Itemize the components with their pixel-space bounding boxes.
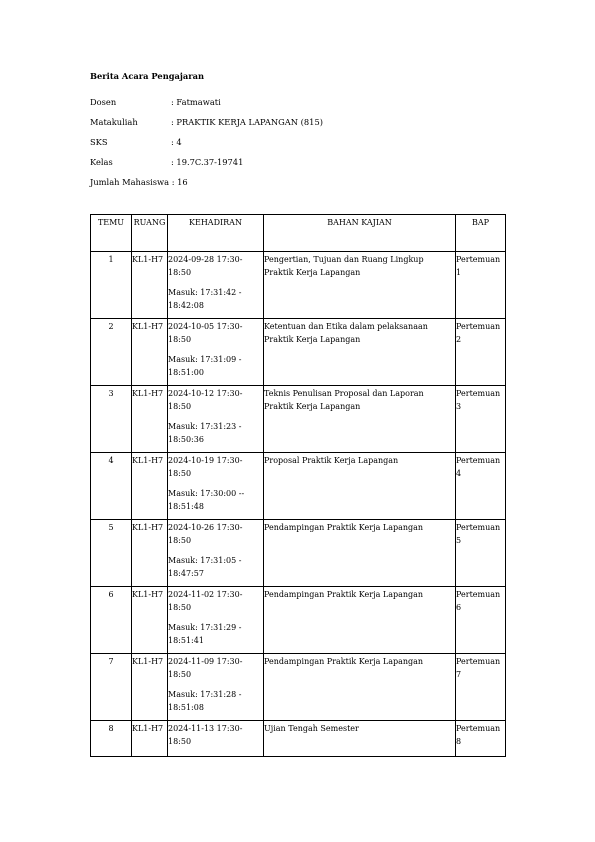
info-value: : 16	[171, 177, 188, 187]
cell-kehadiran	[168, 386, 264, 453]
cell-bap: Pertemuan 1	[456, 252, 506, 319]
table-row	[91, 721, 506, 757]
cell-bahan-kajian: Ketentuan dan Etika dalam pelaksanaan Praktik Kerja Lapangan	[264, 319, 456, 386]
cell-temu: 6	[91, 587, 132, 654]
info-label: Matakuliah	[90, 117, 138, 127]
cell-temu: 2	[91, 319, 132, 386]
table-row	[91, 319, 506, 386]
cell-ruang: KL1-H7	[132, 587, 168, 654]
cell-ruang: KL1-H7	[132, 520, 168, 587]
cell-kehadiran	[168, 319, 264, 386]
table-row	[91, 386, 506, 453]
header-kehadiran: KEHADIRAN	[168, 215, 264, 252]
cell-ruang: KL1-H7	[132, 386, 168, 453]
table-row	[91, 520, 506, 587]
cell-temu: 5	[91, 520, 132, 587]
cell-ruang: KL1-H7	[132, 252, 168, 319]
cell-bahan-kajian: Teknis Penulisan Proposal dan Laporan Praktik Kerja Lapangan	[264, 386, 456, 453]
info-label: Dosen	[90, 97, 117, 107]
header-bap: BAP	[456, 215, 506, 252]
cell-kehadiran	[168, 654, 264, 721]
checkin-time: Masuk: 17:31:42 - 18:42:08	[168, 288, 242, 310]
checkin-time: Masuk: 17:31:23 - 18:50:36	[168, 422, 242, 444]
cell-bap: Pertemuan 2	[456, 319, 506, 386]
cell-bap: Pertemuan 8	[456, 721, 506, 757]
cell-kehadiran	[168, 520, 264, 587]
table-row	[91, 587, 506, 654]
schedule-time: 2024-10-12 17:30-18:50	[168, 389, 243, 411]
info-value: : Fatmawati	[171, 97, 221, 107]
cell-kehadiran	[168, 252, 264, 319]
cell-bahan-kajian: Proposal Praktik Kerja Lapangan	[264, 453, 456, 520]
cell-ruang: KL1-H7	[132, 654, 168, 721]
cell-temu: 7	[91, 654, 132, 721]
schedule-time: 2024-11-02 17:30-18:50	[168, 590, 243, 612]
cell-ruang: KL1-H7	[132, 319, 168, 386]
attendance-table	[90, 214, 506, 757]
schedule-time: 2024-11-13 17:30-18:50	[168, 724, 243, 746]
info-row-kelas	[90, 157, 243, 167]
cell-temu: 8	[91, 721, 132, 757]
cell-temu: 4	[91, 453, 132, 520]
schedule-time: 2024-10-26 17:30-18:50	[168, 523, 243, 545]
checkin-time: Masuk: 17:31:09 - 18:51:00	[168, 355, 242, 377]
info-label: SKS	[90, 137, 108, 147]
cell-bap: Pertemuan 7	[456, 654, 506, 721]
info-value: : 4	[171, 137, 182, 147]
schedule-time: 2024-09-28 17:30-18:50	[168, 255, 243, 277]
info-value: : 19.7C.37-19741	[171, 157, 244, 167]
table-row	[91, 453, 506, 520]
checkin-time: Masuk: 17:31:05 - 18:47:57	[168, 556, 242, 578]
table-row	[91, 252, 506, 319]
cell-kehadiran	[168, 453, 264, 520]
schedule-time: 2024-10-05 17:30-18:50	[168, 322, 243, 344]
checkin-time: Masuk: 17:31:29 - 18:51:41	[168, 623, 242, 645]
info-row-jumlah-mahasiswa	[90, 177, 188, 187]
cell-bap: Pertemuan 5	[456, 520, 506, 587]
cell-bahan-kajian: Pendampingan Praktik Kerja Lapangan	[264, 520, 456, 587]
cell-temu: 1	[91, 252, 132, 319]
info-value: : PRAKTIK KERJA LAPANGAN (815)	[171, 117, 323, 127]
cell-ruang: KL1-H7	[132, 453, 168, 520]
cell-bahan-kajian: Pengertian, Tujuan dan Ruang Lingkup Praktik Kerja Lapangan	[264, 252, 456, 319]
info-label: Jumlah Mahasiswa	[90, 177, 170, 187]
checkin-time: Masuk: 17:31:28 - 18:51:08	[168, 690, 242, 712]
table-row	[91, 654, 506, 721]
header-temu: TEMU	[91, 215, 132, 252]
info-row-matakuliah	[90, 117, 323, 127]
checkin-time: Masuk: 17:30:00 -- 18:51:48	[168, 489, 245, 511]
cell-ruang: KL1-H7	[132, 721, 168, 757]
schedule-time: 2024-11-09 17:30-18:50	[168, 657, 243, 679]
cell-bahan-kajian: Pendampingan Praktik Kerja Lapangan	[264, 587, 456, 654]
cell-bahan-kajian: Pendampingan Praktik Kerja Lapangan	[264, 654, 456, 721]
cell-temu: 3	[91, 386, 132, 453]
document-title: Berita Acara Pengajaran	[90, 71, 205, 81]
info-label: Kelas	[90, 157, 113, 167]
header-ruang: RUANG	[132, 215, 168, 252]
cell-bahan-kajian: Ujian Tengah Semester	[264, 721, 456, 757]
table-header-row	[91, 215, 506, 252]
info-row-sks	[90, 137, 182, 147]
cell-kehadiran	[168, 587, 264, 654]
cell-bap: Pertemuan 6	[456, 587, 506, 654]
cell-kehadiran	[168, 721, 264, 757]
cell-bap: Pertemuan 3	[456, 386, 506, 453]
header-bahan-kajian: BAHAN KAJIAN	[264, 215, 456, 252]
schedule-time: 2024-10-19 17:30-18:50	[168, 456, 243, 478]
info-row-dosen	[90, 97, 221, 107]
cell-bap: Pertemuan 4	[456, 453, 506, 520]
